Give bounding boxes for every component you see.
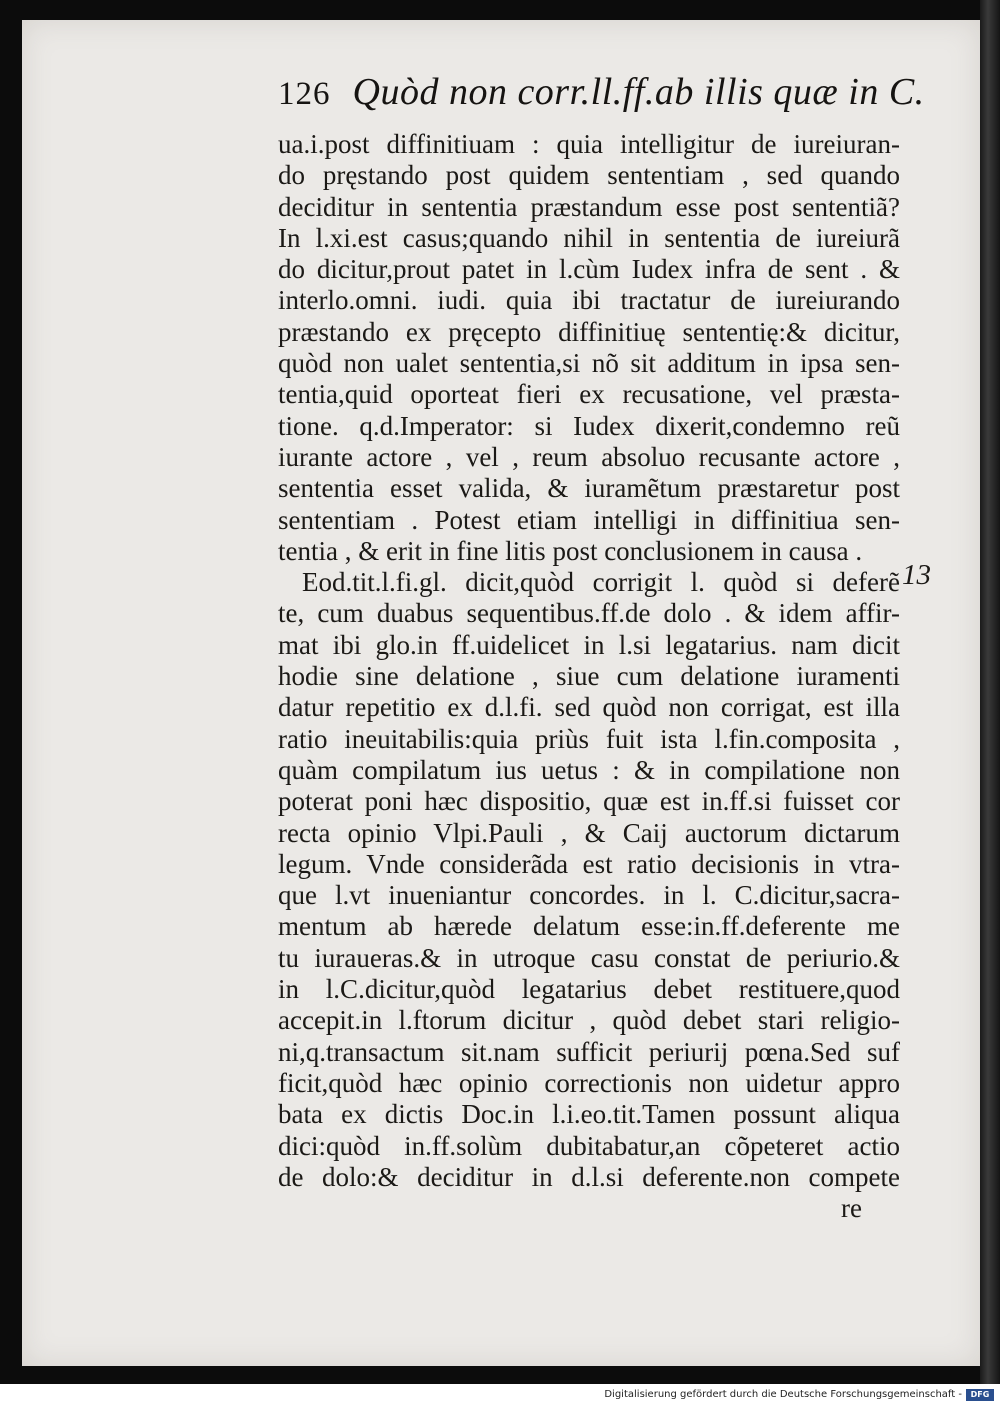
text-line: sententiam . Potest etiam intelligi in diffinitiua sen- — [278, 504, 900, 535]
text-line: ficit,quòd hæc opinio correctionis non uidetur appro — [278, 1067, 900, 1098]
text-line: in l.C.dicitur,quòd legatarius debet restituere,quod — [278, 974, 900, 1005]
book-edge — [980, 0, 1000, 1384]
text-line: tentia,quid oporteat fieri ex recusatione, vel præsta- — [278, 379, 900, 410]
text-line: do dicitur,prout patet in l.cùm Iudex infra de sent . & — [278, 254, 900, 285]
text-line: legum. Vnde considerãda est ratio decisionis in vtra- — [278, 848, 900, 879]
text-line: iurante actore , vel , reum absoluo recusante actore , — [278, 441, 900, 472]
catchword: re — [841, 1193, 862, 1224]
text-line: te, cum duabus sequentibus.ff.de dolo . & idem affir- — [278, 598, 900, 629]
text-line: datur repetitio ex d.l.fi. sed quòd non corrigat, est illa — [278, 692, 900, 723]
text-line: ni,q.transactum sit.nam sufficit periurij pœna.Sed suf — [278, 1036, 900, 1067]
text-line: deciditur in sententia præstandum esse post sententiã? — [278, 191, 900, 222]
text-line: quòd non ualet sententia,si nõ sit additum in ipsa sen- — [278, 348, 900, 379]
text-line: dici:quòd in.ff.solùm dubitabatur,an cõpeteret actio — [278, 1130, 900, 1161]
text-line: que l.vt inueniantur concordes. in l. C.dicitur,sacra- — [278, 880, 900, 911]
text-line: In l.xi.est casus;quando nihil in sententia de iureiurã — [278, 222, 900, 253]
text-line: do pręstando post quidem sententiam , sed quando — [278, 160, 900, 191]
text-line: Eod.tit.l.fi.gl. dicit,quòd corrigit l. quòd si deferẽ — [302, 567, 900, 598]
text-line: mat ibi glo.in ff.uidelicet in l.si legatarius. nam dicit — [278, 629, 900, 660]
text-line: quàm compilatum ius uetus : & in compilatione non — [278, 754, 900, 785]
body-text — [278, 129, 900, 1224]
running-title: Quòd non corr.ll.ff.ab illis quæ in C. — [352, 71, 925, 113]
text-line: poterat poni hæc dispositio, quæ est in.ff.si fuisset cor — [278, 786, 900, 817]
text-line: interlo.omni. iudi. quia ibi tractatur de iureiurando — [278, 285, 900, 316]
text-line: accepit.in l.ftorum dicitur , quòd debet stari religio- — [278, 1005, 900, 1036]
text-line: præstando ex pręcepto diffinitiuę sententię:& dicitur, — [278, 316, 900, 347]
dfg-logo: DFG — [966, 1389, 994, 1401]
digitization-credit: Digitalisierung gefördert durch die Deutsche Forschungsgemeinschaft - — [604, 1389, 962, 1400]
text-line: recta opinio Vlpi.Pauli , & Caij auctorum dictarum — [278, 817, 900, 848]
running-head — [278, 70, 925, 126]
text-line: ua.i.post diffinitiuam : quia intelligitur de iureiuran- — [278, 129, 900, 159]
text-line: tu iuraueras.& in utroque casu constat de periurio.& — [278, 942, 900, 973]
text-line: sententia esset valida, & iuramẽtum præstaretur post — [278, 473, 900, 504]
text-line: bata ex dictis Doc.in l.i.eo.tit.Tamen possunt aliqua — [278, 1099, 900, 1130]
text-line: tione. q.d.Imperator: si Iudex dixerit,condemno reũ — [278, 410, 900, 441]
text-line: ratio ineuitabilis:quia priùs fuit ista l.fin.composita , — [278, 723, 900, 754]
text-line: mentum ab hærede delatum esse:in.ff.deferente me — [278, 911, 900, 942]
marginal-number: 13 — [902, 559, 931, 591]
text-line: hodie sine delatione , siue cum delatione iuramenti — [278, 661, 900, 692]
text-line: tentia , & erit in fine litis post conclusionem in causa . — [278, 535, 863, 566]
page-number: 126 — [278, 76, 331, 112]
text-line: de dolo:& deciditur in d.l.si deferente.non compete — [278, 1161, 900, 1192]
